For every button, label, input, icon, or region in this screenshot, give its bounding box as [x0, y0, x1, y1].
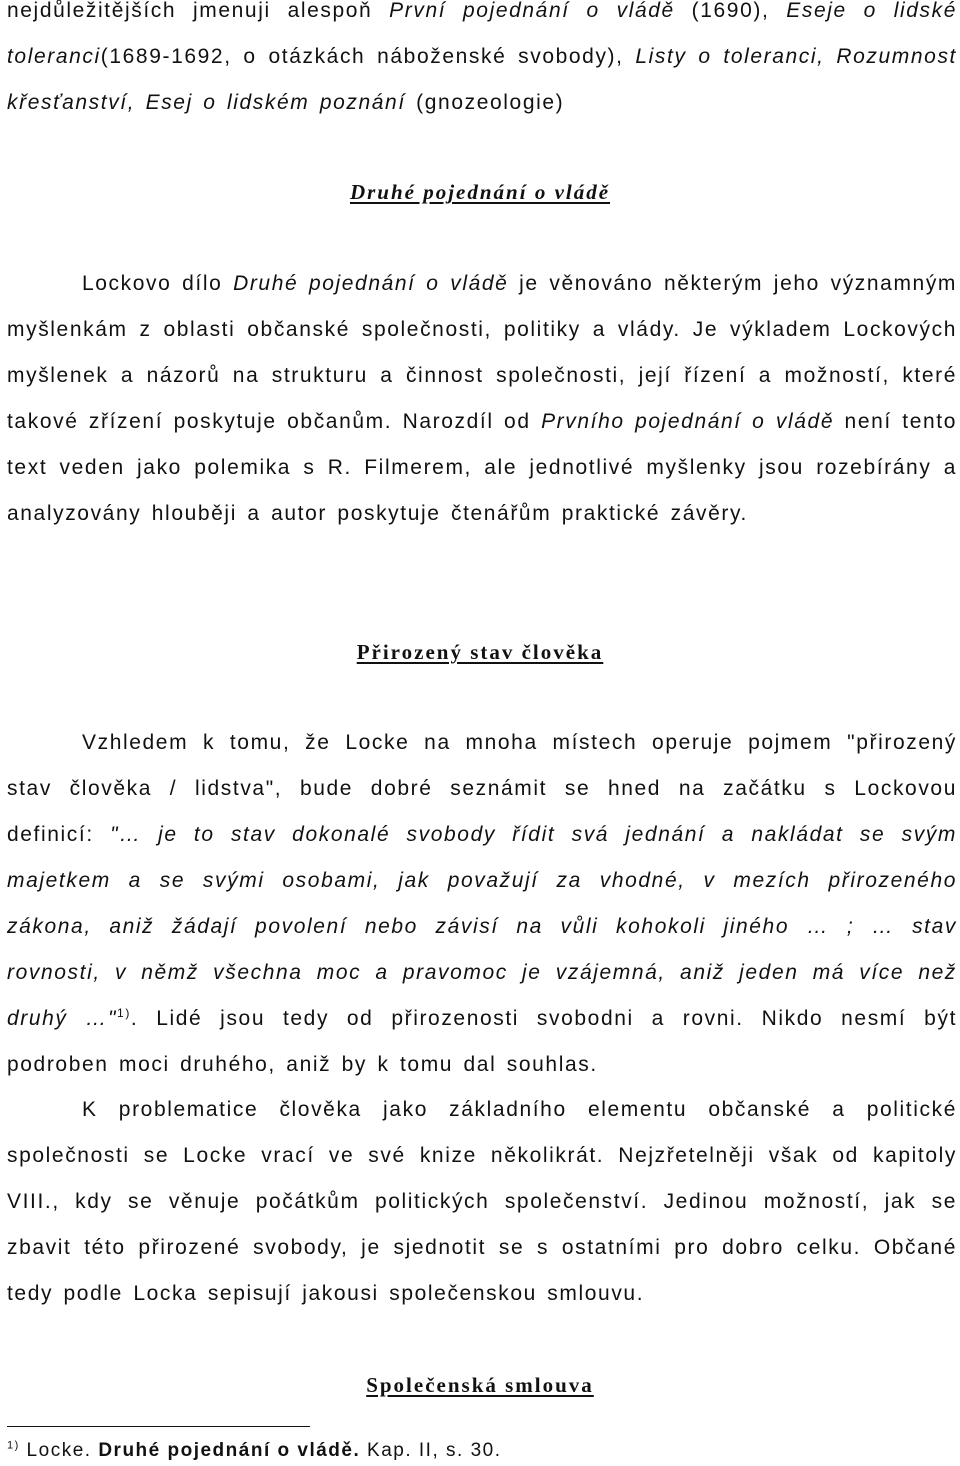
text-run: Locke. — [19, 1440, 99, 1461]
footnote-reference: 1) — [117, 1006, 131, 1020]
work-title: První pojednání o vládě — [389, 0, 675, 22]
section-heading-druhe-pojednani: Druhé pojednání o vládě — [349, 180, 611, 204]
footnote-title: Druhé pojednání o vládě. — [98, 1440, 361, 1461]
footnote-marker: 1) — [7, 1439, 20, 1452]
work-title: Druhé pojednání o vládě — [233, 272, 509, 295]
text-run: (1689-1692, o otázkách náboženské svobody), — [100, 45, 636, 68]
text-run: (1690), — [674, 0, 787, 22]
work-title: Eseje o lidské toleranci — [7, 0, 957, 68]
text-run: Vzhledem k tomu, že Locke na mnoha místech operuje pojmem "přirozený stav člověka / lidstva", bude dobré seznámit se hned na začátku s Lockovou definicí: — [7, 731, 957, 846]
intro-paragraph — [7, 0, 957, 126]
text-run: nejdůležitějších jmenuji alespoň — [7, 0, 390, 22]
text-run: Lockovo dílo — [82, 272, 234, 295]
text-run: není tento text veden jako polemika s R. Filmerem, ale jednotlivé myšlenky jsou rozebírány a analyzovány hlouběji a autor poskytuje čtenářům praktické závěry. — [7, 410, 957, 525]
section-heading-spolecenska-smlouva: Společenská smlouva — [366, 1373, 594, 1397]
locke-quote: "… je to stav dokonalé svobody řídit svá jednání a nakládat se svým majetkem a se svými osobami, jak považují za vhodné, v mezích přirozeného zákona, aniž žádají povolení nebo závisí na vůli kohokoli jiného … ; … stav rovnosti, v němž všechna moc a pravomoc je vzájemná, aniž jeden má více než druhý …" — [7, 823, 957, 1030]
section1-paragraph — [7, 261, 957, 537]
section-heading-prirozeny-stav: Přirozený stav člověka — [356, 640, 604, 664]
section2-paragraph-2: K problematice člověka jako základního elementu občanské a politické společnosti se Locke vrací ve své knize několikrát. Nejzřetelněji však od kapitoly VIII., kdy se věnuje počátkům politických společenství. Jedinou možností, jak se zbavit této přirozené svobody, je sjednotit se s ostatními pro dobro celku. Občané tedy podle Locka sepisují jakousi společenskou smlouvu. — [7, 1098, 957, 1305]
text-run: (gnozeologie) — [405, 91, 565, 114]
work-title: Listy o toleranci, Rozumnost křesťanství, Esej o lidském poznání — [7, 45, 957, 114]
footnote — [7, 1437, 501, 1465]
footnote-divider — [7, 1426, 310, 1427]
work-title: Prvního pojednání o vládě — [541, 410, 835, 433]
text-run: . Lidé jsou tedy od přirozenosti svobodni a rovni. Nikdo nesmí být podroben moci druhého, aniž by k tomu dal souhlas. — [7, 1007, 957, 1076]
text-run: je věnováno některým jeho významným myšlenkám z oblasti občanské společnosti, politiky a vlády. Je výkladem Lockových myšlenek a názorů na strukturu a činnost společnosti, její řízení a možností, které takové zřízení poskytuje občanům. Narozdíl od — [7, 272, 958, 433]
text-run: Kap. II, s. 30. — [360, 1440, 502, 1461]
section2-paragraph-1 — [7, 720, 957, 1088]
